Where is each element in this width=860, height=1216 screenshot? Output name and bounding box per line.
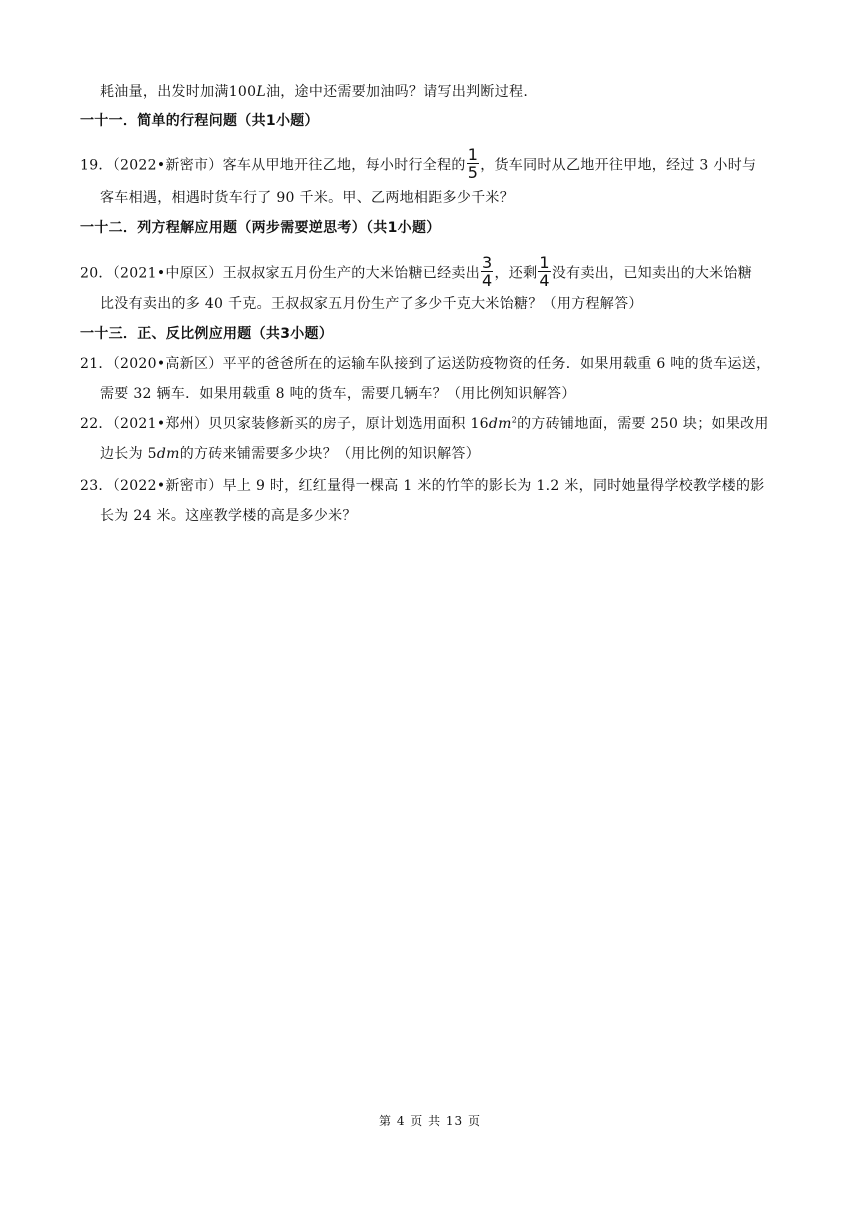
superscript-2: 2 xyxy=(511,415,518,425)
section-heading-11: 一十一．简单的行程问题（共1小题） xyxy=(80,113,319,129)
unit-dm: dm xyxy=(156,446,180,462)
q19-line-2: 客车相遇，相遇时货车行了 90 千米。甲、乙两地相距多少千米？ xyxy=(100,190,515,206)
fraction-denominator: 4 xyxy=(482,271,493,290)
page-footer: 第 4 页 共 13 页 xyxy=(379,1114,481,1128)
q20-line-2: 比没有卖出的多 40 千克。王叔叔家五月份生产了多少千克大米饴糖？（用方程解答） xyxy=(100,296,643,312)
fraction-numerator: 1 xyxy=(539,253,550,272)
q23-line-2: 长为 24 米。这座教学楼的高是多少米？ xyxy=(100,508,357,524)
text-segment: 19．（2022•新密市）客车从甲地开往乙地，每小时行全程的 xyxy=(80,157,466,174)
fraction-numerator: 1 xyxy=(467,145,479,164)
q20-line-1 xyxy=(80,253,753,291)
text-segment: 20．（2021•中原区）王叔叔家五月份生产的大米饴糖已经卖出 xyxy=(80,265,480,282)
text-segment: 耗油量，出发时加满100 xyxy=(100,84,257,100)
q22-line-2 xyxy=(100,444,480,464)
q21-line-2: 需要 32 辆车．如果用载重 8 吨的货车，需要几辆车？（用比例知识解答） xyxy=(100,386,576,402)
text-segment: 的方砖来铺需要多少块？（用比例的知识解答） xyxy=(179,446,481,462)
unit-liter: L xyxy=(256,84,266,100)
q23-line-1: 23．（2022•新密市）早上 9 时，红红量得一棵高 1 米的竹竿的影长为 1.2 米，同时她量得学校教学楼的影 xyxy=(80,478,765,494)
fraction-one-quarter xyxy=(538,254,550,289)
section-heading-12: 一十二．列方程解应用题（两步需要逆思考）（共1小题） xyxy=(80,220,441,236)
text-segment: 的方砖铺地面，需要 250 块；如果改用 xyxy=(517,416,769,432)
fraction-three-quarters xyxy=(481,254,493,289)
fraction-numerator: 3 xyxy=(482,253,493,272)
section-heading-13: 一十三．正、反比例应用题（共3小题） xyxy=(80,326,334,342)
q21-line-1: 21．（2020•高新区）平平的爸爸所在的运输车队接到了运送防疫物资的任务．如果用载重 6 吨的货车运送， xyxy=(80,356,771,372)
text-segment: 边长为 5 xyxy=(100,446,157,462)
fraction-one-fifth xyxy=(467,146,479,181)
text-segment: 油，途中还需要加油吗？请写出判断过程. xyxy=(265,84,529,100)
text-segment: 22．（2021•郑州）贝贝家装修新买的房子，原计划选用面积 16 xyxy=(80,416,489,432)
text-segment: ，还剩 xyxy=(494,265,538,282)
q19-line-1 xyxy=(80,145,757,183)
text-segment: ，货车同时从乙地开往甲地，经过 3 小时与 xyxy=(480,157,757,174)
fraction-denominator: 4 xyxy=(539,271,550,290)
text-segment: 没有卖出，已知卖出的大米饴糖 xyxy=(551,265,753,282)
unit-dm: dm xyxy=(488,416,512,432)
q18-continuation-line xyxy=(100,82,528,102)
fraction-denominator: 5 xyxy=(467,163,479,182)
q22-line-1 xyxy=(80,414,769,434)
